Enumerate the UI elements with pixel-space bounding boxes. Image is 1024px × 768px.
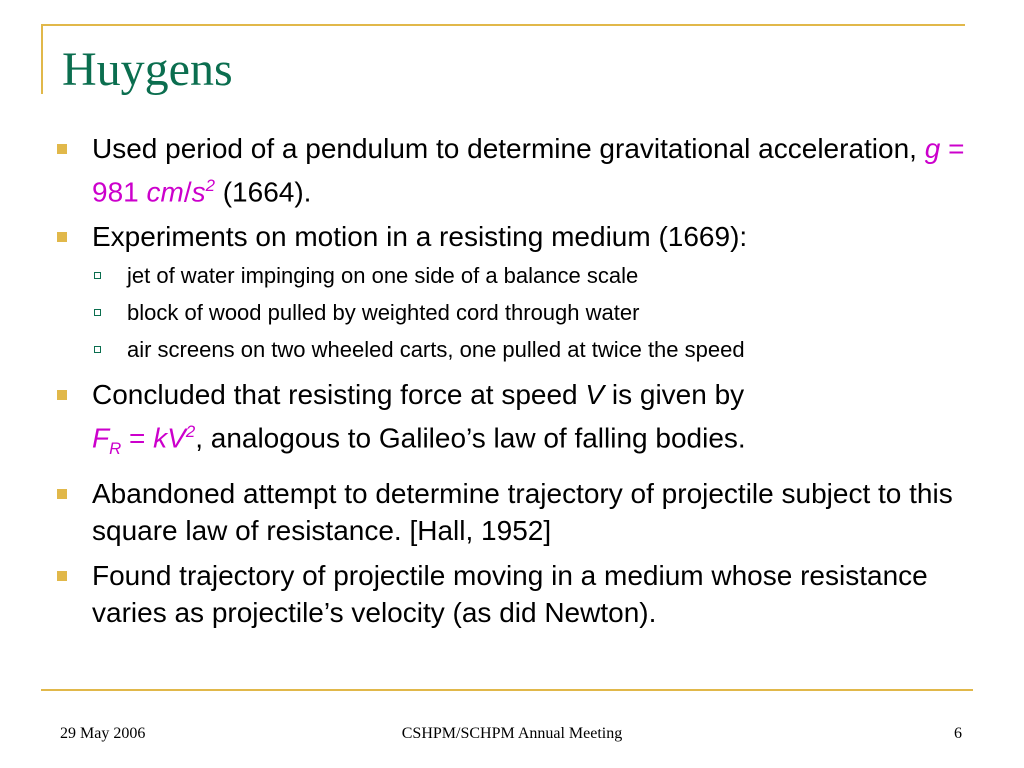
math-exponent: 2 bbox=[205, 176, 215, 195]
var-v: V bbox=[585, 379, 605, 411]
sub-bullet-text: jet of water impinging on one side of a balance scale bbox=[127, 263, 639, 289]
math-v: V bbox=[167, 422, 186, 454]
footer-date: 29 May 2006 bbox=[60, 725, 146, 742]
math-g: g bbox=[924, 133, 941, 164]
math-equals: = 981 bbox=[92, 133, 965, 208]
bullet-item-resisting-force bbox=[0, 376, 1000, 467]
math-subscript-r: R bbox=[109, 439, 122, 459]
bullet-text: Concluded that resisting force at speed bbox=[92, 379, 586, 411]
hollow-square-bullet-icon bbox=[94, 272, 101, 279]
bullet-item-pendulum bbox=[0, 130, 1000, 210]
bottom-rule bbox=[41, 689, 973, 691]
page-number: 6 bbox=[954, 725, 962, 742]
bullet-item-experiments bbox=[0, 218, 1000, 368]
bullet-text-mid: is given by bbox=[604, 379, 745, 411]
bullet-text: Abandoned attempt to determine trajectory of projectile subject to this square law of resistance. [Hall, 1952] bbox=[92, 478, 953, 547]
slide-title: Huygens bbox=[62, 43, 233, 96]
hollow-square-bullet-icon bbox=[94, 346, 101, 353]
bullet-item-abandoned bbox=[0, 475, 1000, 549]
bullet-text-tail: (1664). bbox=[214, 176, 312, 208]
hollow-square-bullet-icon bbox=[94, 309, 101, 316]
sub-bullet-item bbox=[92, 294, 1000, 331]
math-f: F bbox=[92, 422, 110, 454]
top-rule bbox=[41, 24, 965, 26]
math-equals: = bbox=[121, 422, 154, 454]
bullet-item-trajectory bbox=[0, 557, 1000, 631]
math-s: s bbox=[191, 176, 206, 208]
math-k: k bbox=[153, 422, 168, 454]
bullet-text: Found trajectory of projectile moving in a medium whose resistance varies as projectile’s velocity (as did Newton). bbox=[92, 560, 928, 629]
bullet-text: Used period of a pendulum to determine gravitational acceleration, bbox=[92, 133, 925, 164]
sub-bullet-text: air screens on two wheeled carts, one pulled at twice the speed bbox=[127, 337, 745, 363]
left-rule bbox=[41, 24, 43, 94]
math-unit: cm bbox=[146, 176, 184, 208]
square-bullet-icon bbox=[57, 489, 67, 499]
square-bullet-icon bbox=[57, 144, 67, 154]
footer-title: CSHPM/SCHPM Annual Meeting bbox=[401, 725, 623, 742]
bullet-text: Experiments on motion in a resisting medium (1669): bbox=[92, 221, 748, 253]
sub-bullet-item bbox=[92, 257, 1000, 294]
bullet-text-tail: , analogous to Galileo’s law of falling bodies. bbox=[195, 422, 746, 454]
math-exponent: 2 bbox=[185, 422, 196, 442]
square-bullet-icon bbox=[57, 571, 67, 581]
sub-bullet-text: block of wood pulled by weighted cord through water bbox=[127, 300, 640, 326]
square-bullet-icon bbox=[57, 390, 67, 400]
sub-bullet-item bbox=[92, 331, 1000, 368]
square-bullet-icon bbox=[57, 232, 67, 242]
math-slash: / bbox=[183, 176, 192, 208]
bullet-list bbox=[0, 130, 1000, 639]
sub-bullet-list bbox=[92, 257, 1000, 368]
